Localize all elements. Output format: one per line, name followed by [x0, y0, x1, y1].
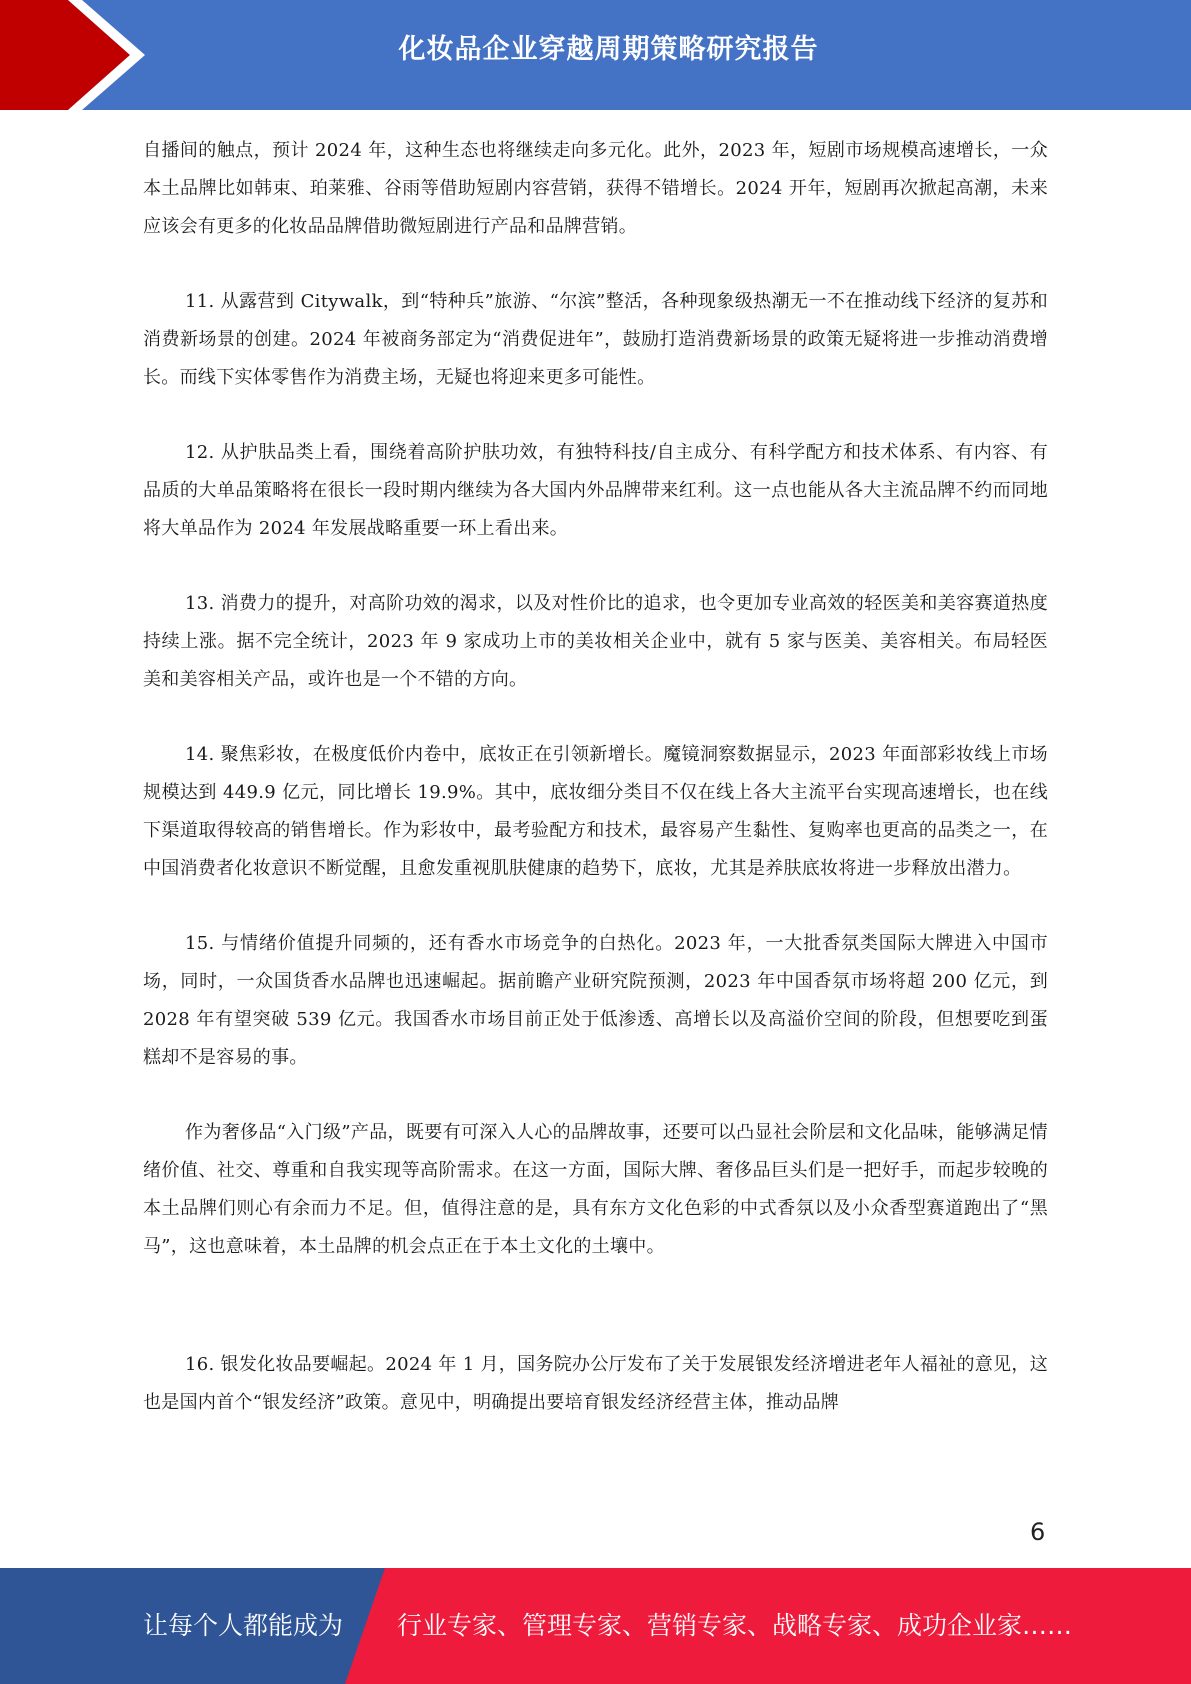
- paragraph-11: 11. 从露营到 Citywalk，到“特种兵”旅游、“尔滨”整活，各种现象级热潮无一不在推动线下经济的复苏和消费新场景的创建。2024 年被商务部定为“消费促进年”，鼓励打造消费新场景的政策无疑将进一步推动消费增长。而线下实体零售作为消费主场，无疑也将迎来更多可能性。: [143, 291, 1048, 388]
- page-number: 6: [1030, 1518, 1046, 1546]
- report-body: [143, 132, 1048, 1422]
- paragraph-continued: 自播间的触点，预计 2024 年，这种生态也将继续走向多元化。此外，2023 年，短剧市场规模高速增长，一众本土品牌比如韩束、珀莱雅、谷雨等借助短剧内容营销，获得不错增长。2024 开年，短剧再次掀起高潮，未来应该会有更多的化妆品品牌借助微短剧进行产品和品牌营销。: [143, 140, 1048, 237]
- page-footer: [0, 1568, 1191, 1684]
- paragraph-12: 12. 从护肤品类上看，围绕着高阶护肤功效，有独特科技/自主成分、有科学配方和技术体系、有内容、有品质的大单品策略将在很长一段时期内继续为各大国内外品牌带来红利。这一点也能从各大主流品牌不约而同地将大单品作为 2024 年发展战略重要一环上看出来。: [143, 442, 1048, 539]
- paragraph-13: 13. 消费力的提升，对高阶功效的渴求，以及对性价比的追求，也令更加专业高效的轻医美和美容赛道热度持续上涨。据不完全统计，2023 年 9 家成功上市的美妆相关企业中，就有 5 家与医美、美容相关。布局轻医美和美容相关产品，或许也是一个不错的方向。: [143, 593, 1048, 690]
- paragraph-14: 14. 聚焦彩妆，在极度低价内卷中，底妆正在引领新增长。魔镜洞察数据显示，2023 年面部彩妆线上市场规模达到 449.9 亿元，同比增长 19.9%。其中，底妆细分类目不仅在线上各大主流平台实现高速增长，也在线下渠道取得较高的销售增长。作为彩妆中，最考验配方和技术，最容易产生黏性、复购率也更高的品类之一，在中国消费者化妆意识不断觉醒，且愈发重视肌肤健康的趋势下，底妆，尤其是养肤底妆将进一步释放出潜力。: [143, 744, 1048, 879]
- page-header: [0, 0, 1191, 110]
- paragraph-15: 15. 与情绪价值提升同频的，还有香水市场竞争的白热化。2023 年，一大批香氛类国际大牌进入中国市场，同时，一众国货香水品牌也迅速崛起。据前瞻产业研究院预测，2023 年中国香氛市场将超 200 亿元，到 2028 年有望突破 539 亿元。我国香水市场目前正处于低渗透、高增长以及高溢价空间的阶段，但想要吃到蛋糕却不是容易的事。: [143, 933, 1048, 1068]
- report-title: 化妆品企业穿越周期策略研究报告: [398, 34, 819, 65]
- footer-slogan-right: 行业专家、管理专家、营销专家、战略专家、成功企业家……: [397, 1611, 1073, 1640]
- paragraph-15-continued: 作为奢侈品“入门级”产品，既要有可深入人心的品牌故事，还要可以凸显社会阶层和文化品味，能够满足情绪价值、社交、尊重和自我实现等高阶需求。在这一方面，国际大牌、奢侈品巨头们是一把好手，而起步较晚的本土品牌们则心有余而力不足。但，值得注意的是，具有东方文化色彩的中式香氛以及小众香型赛道跑出了“黑马”，这也意味着，本土品牌的机会点正在于本土文化的土壤中。: [143, 1122, 1048, 1257]
- paragraph-16: 16. 银发化妆品要崛起。2024 年 1 月，国务院办公厅发布了关于发展银发经济增进老年人福祉的意见，这也是国内首个“银发经济”政策。意见中，明确提出要培育银发经济经营主体，推动品牌: [143, 1354, 1048, 1413]
- footer-slogan-left: 让每个人都能成为: [143, 1611, 344, 1640]
